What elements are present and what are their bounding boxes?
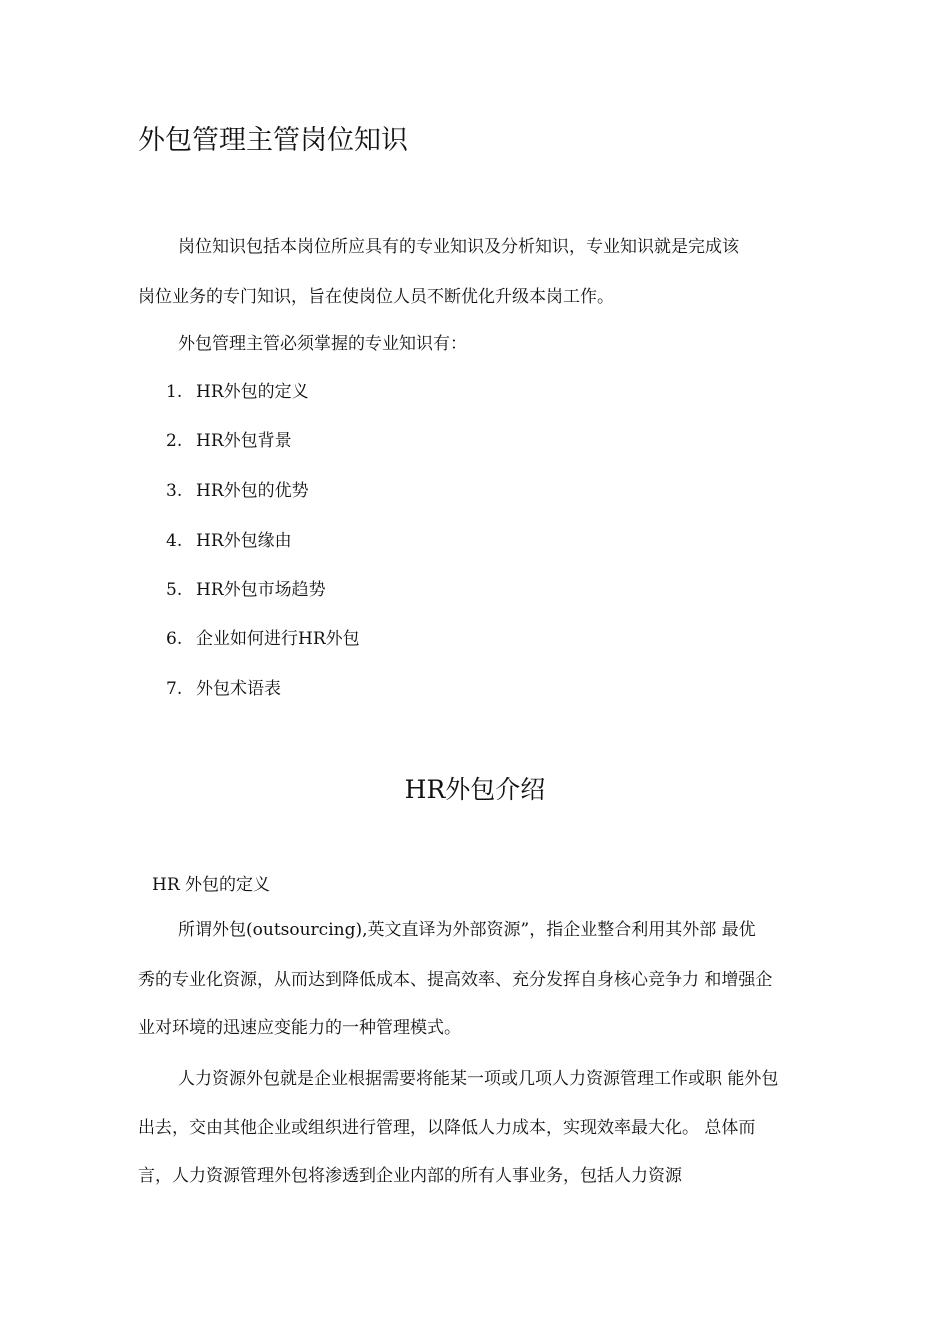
para2-line-1: 人力资源外包就是企业根据需要将能某一项或几项人力资源管理工作或职 能外包 <box>178 1069 779 1089</box>
para1-line-2: 秀的专业化资源，从而达到降低成本、提高效率、充分发挥自身核心竞争力 和增强企 <box>138 970 773 990</box>
list-item <box>166 580 326 600</box>
list-text: 企业如何进行HR外包 <box>196 629 360 649</box>
list-text: HR外包背景 <box>196 431 292 451</box>
list-item <box>166 382 309 402</box>
para2-line-2: 出去，交由其他企业或组织进行管理，以降低人力成本，实现效率最大化。 总体而 <box>138 1118 756 1138</box>
page-title: 外包管理主管岗位知识 <box>138 125 408 156</box>
list-text: HR外包的优势 <box>196 481 309 501</box>
list-text: HR外包市场趋势 <box>196 580 326 600</box>
subheading: HR 外包的定义 <box>152 875 271 895</box>
intro-line-1: 岗位知识包括本岗位所应具有的专业知识及分析知识，专业知识就是完成该 <box>178 237 739 257</box>
list-number: 3. <box>166 481 183 501</box>
intro-line-3: 外包管理主管必须掌握的专业知识有： <box>178 334 467 354</box>
list-number: 2. <box>166 431 183 451</box>
list-item <box>166 531 292 551</box>
list-item <box>166 431 292 451</box>
list-number: 7. <box>166 679 183 699</box>
list-number: 6. <box>166 629 183 649</box>
para1-line-3: 业对环境的迅速应变能力的一种管理模式。 <box>138 1018 461 1038</box>
list-text: 外包术语表 <box>196 679 281 699</box>
list-text: HR外包的定义 <box>196 382 309 402</box>
list-number: 1. <box>166 382 183 402</box>
para2-line-3: 言，人力资源管理外包将渗透到企业内部的所有人事业务，包括人力资源 <box>138 1166 682 1186</box>
list-item <box>166 679 281 699</box>
list-item <box>166 481 309 501</box>
section-heading: HR外包介绍 <box>404 775 546 804</box>
para1-line-1: 所谓外包(outsourcing),英文直译为外部资源”，指企业整合利用其外部 最优 <box>178 920 756 940</box>
list-text: HR外包缘由 <box>196 531 292 551</box>
intro-line-2: 岗位业务的专门知识，旨在使岗位人员不断优化升级本岗工作。 <box>138 287 614 307</box>
list-item <box>166 629 360 649</box>
list-number: 4. <box>166 531 183 551</box>
list-number: 5. <box>166 580 183 600</box>
